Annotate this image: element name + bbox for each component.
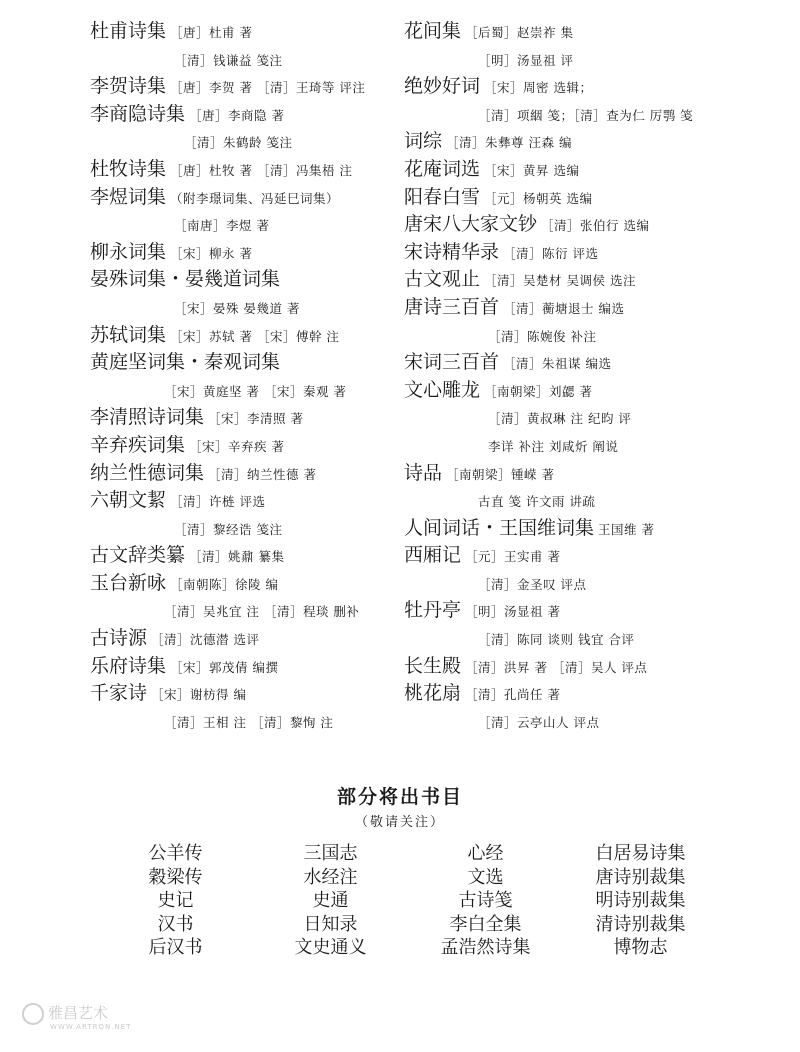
- forthcoming-title: 文选: [467, 866, 504, 888]
- book-title: 李商隐诗集: [90, 102, 186, 125]
- book-entry-line: [90, 653, 410, 681]
- book-annotation: ［唐］杜牧 著 ［清］冯集梧 注: [170, 162, 353, 178]
- book-entry-line: [404, 625, 734, 653]
- book-annotation: ［宋］郭茂倩 编撰: [170, 659, 279, 675]
- book-annotation: ［清］金圣叹 评点: [478, 576, 587, 592]
- book-annotation: 古直 笺 许文雨 讲疏: [478, 494, 596, 510]
- book-annotation: ［宋］苏轼 著 ［宋］傅幹 注: [170, 328, 340, 344]
- book-entry-line: [404, 487, 734, 515]
- book-title: 花间集: [404, 20, 462, 42]
- book-title: 杜甫诗集: [90, 20, 167, 42]
- forthcoming-title: 清诗别裁集: [595, 913, 686, 935]
- forthcoming-title: 三国志: [303, 843, 358, 864]
- book-entry-line: [404, 294, 734, 322]
- book-entry-line: [404, 515, 734, 543]
- book-annotation: 李详 补注 刘咸炘 阐说: [488, 438, 619, 454]
- book-title: 苏轼词集: [90, 323, 167, 346]
- forthcoming-title: 李白全集: [449, 913, 522, 935]
- book-title: 人间词话・王国维词集: [404, 516, 595, 539]
- book-entry-line: [404, 184, 734, 212]
- forthcoming-title-grid: [98, 842, 718, 960]
- book-entry-line: [90, 349, 410, 377]
- watermark-logo-icon: [22, 1003, 44, 1025]
- book-title: 阳春白雪: [404, 185, 481, 208]
- book-annotation: ［清］钱谦益 笺注: [174, 52, 283, 68]
- book-entry-line: [90, 211, 410, 239]
- book-annotation: ［宋］周密 选辑；: [484, 80, 593, 96]
- book-annotation: ［明］汤显祖 著: [465, 604, 561, 620]
- book-annotation: ［宋］谢枋得 编: [151, 687, 247, 703]
- book-title: 千家诗: [90, 682, 148, 705]
- book-annotation: ［清］陈衍 评选: [503, 245, 599, 261]
- book-entry-line: [404, 597, 734, 625]
- book-annotation: ［唐］杜甫 著: [170, 25, 253, 40]
- forthcoming-title: 明诗别裁集: [595, 890, 686, 911]
- book-title: 李清照诗词集: [90, 406, 205, 429]
- book-entry-line: [90, 597, 410, 625]
- book-title: 古文辞类纂: [90, 544, 186, 567]
- book-annotation: ［唐］李贺 著 ［清］王琦等 评注: [170, 80, 366, 96]
- book-title: 宋诗精华录: [404, 240, 500, 263]
- book-title: 柳永词集: [90, 240, 167, 263]
- book-annotation: ［元］杨朝英 选编: [484, 190, 593, 206]
- book-title: 桃花扇: [404, 682, 462, 705]
- book-entry-line: [404, 404, 734, 432]
- book-entry-line: [90, 239, 410, 267]
- forthcoming-title: 水经注: [303, 866, 358, 888]
- book-entry-line: [90, 377, 410, 405]
- book-entry-line: [404, 432, 734, 460]
- book-entry-line: [90, 73, 410, 101]
- book-title: 词综: [404, 130, 443, 153]
- forthcoming-title: 文史通义: [294, 937, 367, 958]
- book-annotation: ［南朝梁］刘勰 著: [484, 383, 593, 399]
- book-annotation: ［宋］黄庭坚 著 ［宋］秦观 著: [164, 383, 347, 399]
- book-title: 辛弃疾词集: [90, 433, 186, 456]
- book-annotation: ［南唐］李煜 著: [174, 218, 270, 234]
- book-annotation: ［清］朱彝尊 汪森 编: [446, 135, 572, 151]
- watermark-subtext: WWW.ARTRON.NET: [50, 1022, 132, 1031]
- book-annotation: 王国维 著: [598, 521, 655, 537]
- book-annotation: ［清］黄叔琳 注 纪昀 评: [488, 411, 632, 427]
- book-title: 古文观止: [404, 268, 481, 291]
- book-entry-line: [90, 404, 410, 432]
- book-title: 李贺诗集: [90, 75, 167, 98]
- book-entry-line: [404, 266, 734, 294]
- book-annotation: ［清］黎经诰 笺注: [174, 521, 283, 537]
- book-title: 杜牧诗集: [90, 157, 167, 180]
- book-annotation: ［宋］黄昇 选编: [484, 162, 580, 178]
- book-entry-line: [90, 322, 410, 350]
- book-title: 文心雕龙: [404, 378, 481, 401]
- book-annotation: ［宋］柳永 著: [170, 245, 253, 261]
- book-annotation: ［清］许梿 评选: [170, 494, 266, 510]
- right-book-column: [404, 18, 734, 735]
- book-title: 乐府诗集: [90, 654, 167, 677]
- book-entry-line: [404, 128, 734, 156]
- book-annotation: ［清］张伯行 选编: [541, 218, 650, 234]
- book-title: 绝妙好词: [404, 75, 481, 98]
- book-entry-line: [404, 460, 734, 488]
- book-annotation: ［清］陈同 谈则 钱宜 合评: [478, 632, 635, 648]
- book-annotation: ［清］孔尚任 著: [465, 687, 561, 703]
- book-entry-line: [90, 101, 410, 129]
- book-entry-line: [90, 570, 410, 598]
- book-annotation: ［清］朱鹤龄 笺注: [184, 135, 293, 151]
- book-annotation: ［南朝陈］徐陵 编: [170, 576, 279, 592]
- book-entry-line: [404, 570, 734, 598]
- book-title: 唐宋八大家文钞: [404, 213, 538, 236]
- book-entry-line: [404, 46, 734, 74]
- forthcoming-title: 博物志: [613, 937, 668, 958]
- book-annotation: ［清］朱祖谋 编选: [503, 356, 612, 372]
- book-annotation: ［清］项絪 笺；［清］查为仁 厉鹗 笺: [478, 107, 694, 123]
- book-entry-line: [404, 322, 734, 350]
- book-annotation: ［明］汤显祖 评: [478, 52, 574, 68]
- forthcoming-title: 穀梁传: [148, 866, 203, 888]
- book-annotation: ［清］姚鼐 纂集: [189, 549, 285, 565]
- book-title: 宋词三百首: [404, 351, 500, 374]
- book-entry-line: [90, 46, 410, 74]
- book-entry-line: [90, 625, 410, 653]
- book-entry-line: [90, 432, 410, 460]
- watermark-text: 雅昌艺术: [48, 1004, 109, 1022]
- book-annotation: ［唐］李商隐 著: [189, 107, 285, 123]
- watermark: [22, 1002, 131, 1031]
- book-entry-line: [404, 349, 734, 377]
- book-entry-line: [90, 156, 410, 184]
- forthcoming-title: 古诗笺: [458, 890, 513, 911]
- forthcoming-heading: 部分将出书目: [336, 786, 463, 808]
- book-annotation: ［清］纳兰性德 著: [208, 466, 317, 482]
- book-entry-line: [90, 515, 410, 543]
- forthcoming-title: 唐诗别裁集: [595, 866, 686, 888]
- book-annotation: ［清］吴楚材 吴调侯 选注: [484, 273, 636, 289]
- book-annotation: ［后蜀］赵崇祚 集: [465, 25, 574, 40]
- book-annotation: ［清］王相 注 ［清］黎恂 注: [164, 714, 334, 730]
- book-annotation: ［清］吴兆宜 注 ［清］程琰 删补: [164, 604, 360, 620]
- book-annotation: ［宋］李清照 著: [208, 411, 304, 427]
- book-title: 李煜词集: [90, 185, 167, 208]
- forthcoming-title: 白居易诗集: [595, 843, 686, 864]
- book-annotation: ［清］沈德潜 选评: [151, 632, 260, 648]
- book-title: 玉台新咏: [90, 571, 167, 594]
- book-entry-line: [90, 184, 410, 212]
- forthcoming-title: 汉书: [157, 913, 194, 935]
- book-entry-line: [404, 653, 734, 681]
- book-entry-line: [404, 680, 734, 708]
- book-title: 牡丹亭: [404, 599, 462, 622]
- book-entry-line: [90, 542, 410, 570]
- book-entry-line: [404, 239, 734, 267]
- forthcoming-title: 公羊传: [148, 843, 203, 864]
- book-title: 纳兰性德词集: [90, 461, 205, 484]
- book-annotation: ［清］蘅塘退士 编选: [503, 300, 625, 316]
- book-entry-line: [404, 211, 734, 239]
- book-title: 六朝文絜: [90, 489, 167, 512]
- book-entry-line: [90, 680, 410, 708]
- book-title: 黄庭坚词集・秦观词集: [90, 351, 281, 374]
- book-title: 花庵词选: [404, 157, 481, 180]
- book-annotation: （附李璟词集、冯延巳词集）: [170, 190, 340, 206]
- book-entry-line: [404, 156, 734, 184]
- book-entry-line: [90, 708, 410, 736]
- book-title: 古诗源: [90, 627, 148, 650]
- book-entry-line: [90, 460, 410, 488]
- forthcoming-section: [0, 782, 800, 830]
- book-title: 晏殊词集・晏幾道词集: [90, 268, 281, 291]
- book-title: 长生殿: [404, 654, 462, 677]
- book-entry-line: [404, 708, 734, 736]
- forthcoming-title: 孟浩然诗集: [440, 937, 531, 958]
- book-entry-line: [90, 18, 410, 46]
- book-title: 诗品: [404, 461, 443, 484]
- forthcoming-title: 日知录: [303, 913, 358, 935]
- book-entry-line: [90, 487, 410, 515]
- forthcoming-title: 后汉书: [148, 937, 203, 958]
- book-entry-line: [404, 73, 734, 101]
- book-entry-line: [90, 294, 410, 322]
- book-annotation: ［宋］辛弃疾 著: [189, 438, 285, 454]
- book-entry-line: [404, 542, 734, 570]
- book-annotation: ［宋］晏殊 晏幾道 著: [174, 300, 300, 316]
- book-entry-line: [90, 128, 410, 156]
- book-annotation: ［元］王实甫 著: [465, 549, 561, 565]
- book-entry-line: [90, 266, 410, 294]
- book-title: 西厢记: [404, 544, 462, 567]
- forthcoming-title: 史通: [312, 890, 349, 911]
- book-title: 唐诗三百首: [404, 295, 500, 318]
- book-entry-line: [404, 101, 734, 129]
- book-annotation: ［清］云亭山人 评点: [478, 714, 600, 730]
- book-entry-line: [404, 18, 734, 46]
- book-annotation: ［南朝梁］锺嵘 著: [446, 466, 555, 482]
- forthcoming-title: 心经: [467, 843, 504, 864]
- book-annotation: ［清］洪昇 著 ［清］吴人 评点: [465, 659, 648, 675]
- book-annotation: ［清］陈婉俊 补注: [488, 328, 597, 344]
- left-book-column: [90, 18, 410, 735]
- forthcoming-subheading: （敬请关注）: [354, 815, 445, 830]
- forthcoming-title: 史记: [157, 890, 194, 911]
- book-entry-line: [404, 377, 734, 405]
